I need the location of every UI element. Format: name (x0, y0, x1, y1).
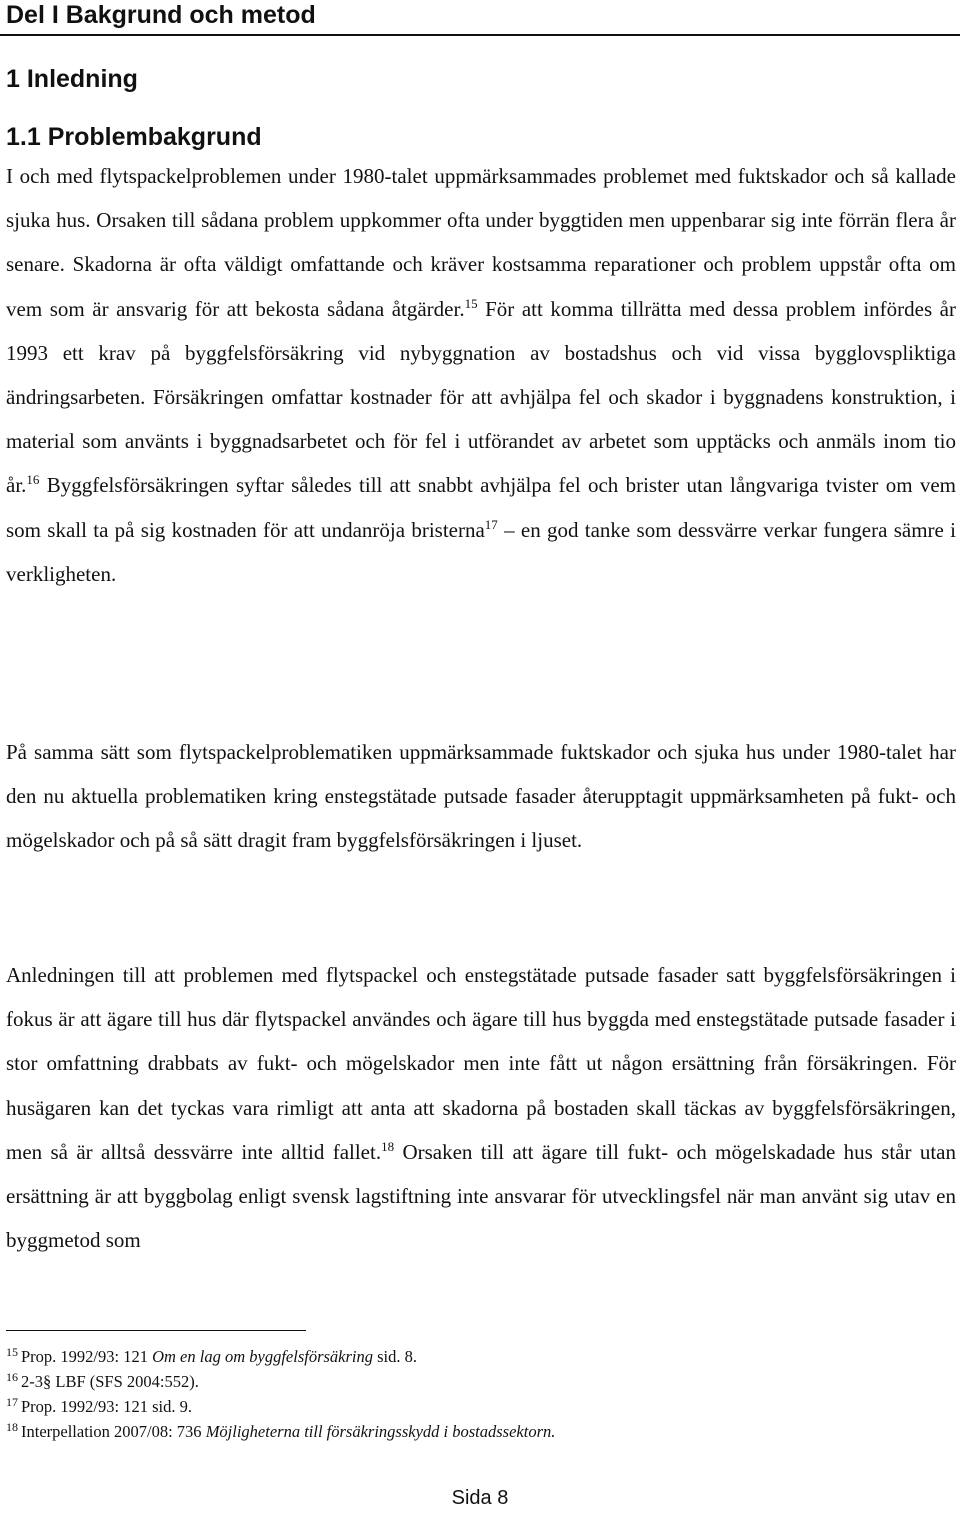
footnote-title: Om en lag om byggfelsförsäkring (152, 1347, 373, 1366)
paragraph-text: Byggfelsförsäkringen syftar således till att snabbt avhjälpa fel och brister utan långvariga tvister om vem som skall ta på sig kostnaden för att undanröja bristerna (6, 473, 956, 542)
footnote-text: Prop. 1992/93: 121 (21, 1347, 153, 1366)
running-header (0, 0, 960, 36)
paragraph-text: – en god tanke som dessvärre verkar fungera sämre i verkligheten. (6, 517, 956, 586)
footnote-ref: 17 (484, 516, 498, 532)
header-title: Del I Bakgrund och metod (6, 1, 316, 29)
paragraph-problembakgrund-3 (6, 953, 956, 1262)
footnote-item (6, 1419, 956, 1444)
footnote-ref: 18 (381, 1138, 395, 1154)
footnote-text: Interpellation 2007/08: 736 (21, 1422, 206, 1441)
paragraph-text: Orsaken till att ägare till fukt- och mögelskadade hus står utan ersättning är att byggbolag enligt svensk lagstiftning inte ansvarar för utvecklingsfel när man använt sig utav en byggmetod som (6, 1139, 956, 1253)
paragraph-text: Anledningen till att problemen med flytspackel och enstegstätade putsade fasader satt byggfelsförsäkringen i fokus är att ägare till hus där flytspackel användes och ägare till hus byggda med enstegstätade putsade fasader i stor omfattning drabbats av fukt- och mögelskador men inte fått ut någon ersättning från försäkringen. För husägaren kan det tyckas vara rimligt att anta att skadorna på bostaden skall täckas av byggfelsförsäkringen, men så är alltså dessvärre inte alltid fallet. (6, 963, 956, 1164)
paragraph-problembakgrund-1 (6, 154, 956, 596)
section-heading: 1.1 Problembakgrund (6, 123, 262, 151)
footnote-title: Möjligheterna till försäkringsskydd i bostadssektorn. (205, 1422, 556, 1441)
footnote-text: sid. 8. (373, 1347, 418, 1366)
footnote-ref: 16 (26, 472, 40, 488)
footnote-number: 17 (6, 1394, 18, 1409)
footnote-ref: 15 (464, 295, 478, 311)
paragraph-text: För att komma tillrätta med dessa problem infördes år 1993 ett krav på byggfelsförsäkring vid nybyggnation av bostadshus och vid vissa bygglovspliktiga ändringsarbeten. Försäkringen omfattar kostnader för att avhjälpa fel och skador i byggnadens konstruktion, i material som använts i byggnadsarbetet och för fel i utförandet av arbetet som upptäcks och anmäls inom tio år. (6, 296, 956, 498)
footnote-item (6, 1344, 956, 1369)
footnote-divider (6, 1330, 306, 1331)
footnote-number: 16 (6, 1369, 18, 1384)
paragraph-problembakgrund-2: På samma sätt som flytspackelproblematiken uppmärksammade fuktskador och sjuka hus under 1980-talet har den nu aktuella problematiken kring enstegstätade putsade fasader återupptagit uppmärksamheten på fukt- och mögelskador och på så sätt dragit fram byggfelsförsäkringen i ljuset. (6, 740, 956, 853)
footnote-text: Prop. 1992/93: 121 sid. 9. (21, 1397, 192, 1416)
footnotes (6, 1344, 956, 1444)
page-number: Sida 8 (451, 1487, 509, 1509)
chapter-heading: 1 Inledning (6, 65, 138, 93)
footnote-number: 18 (6, 1419, 18, 1434)
footnote-text: 2-3§ LBF (SFS 2004:552). (21, 1372, 199, 1391)
footnote-item (6, 1369, 956, 1394)
footnote-item (6, 1394, 956, 1419)
footnote-number: 15 (6, 1344, 18, 1359)
paragraph-text: I och med flytspackelproblemen under 1980-talet uppmärksammades problemet med fuktskador och så kallade sjuka hus. Orsaken till sådana problem uppkommer ofta under byggtiden men uppenbarar sig inte förrän flera år senare. Skadorna är ofta väldigt omfattande och kräver kostsamma reparationer och problem uppstår ofta om vem som är ansvarig för att bekosta sådana åtgärder. (6, 164, 956, 321)
